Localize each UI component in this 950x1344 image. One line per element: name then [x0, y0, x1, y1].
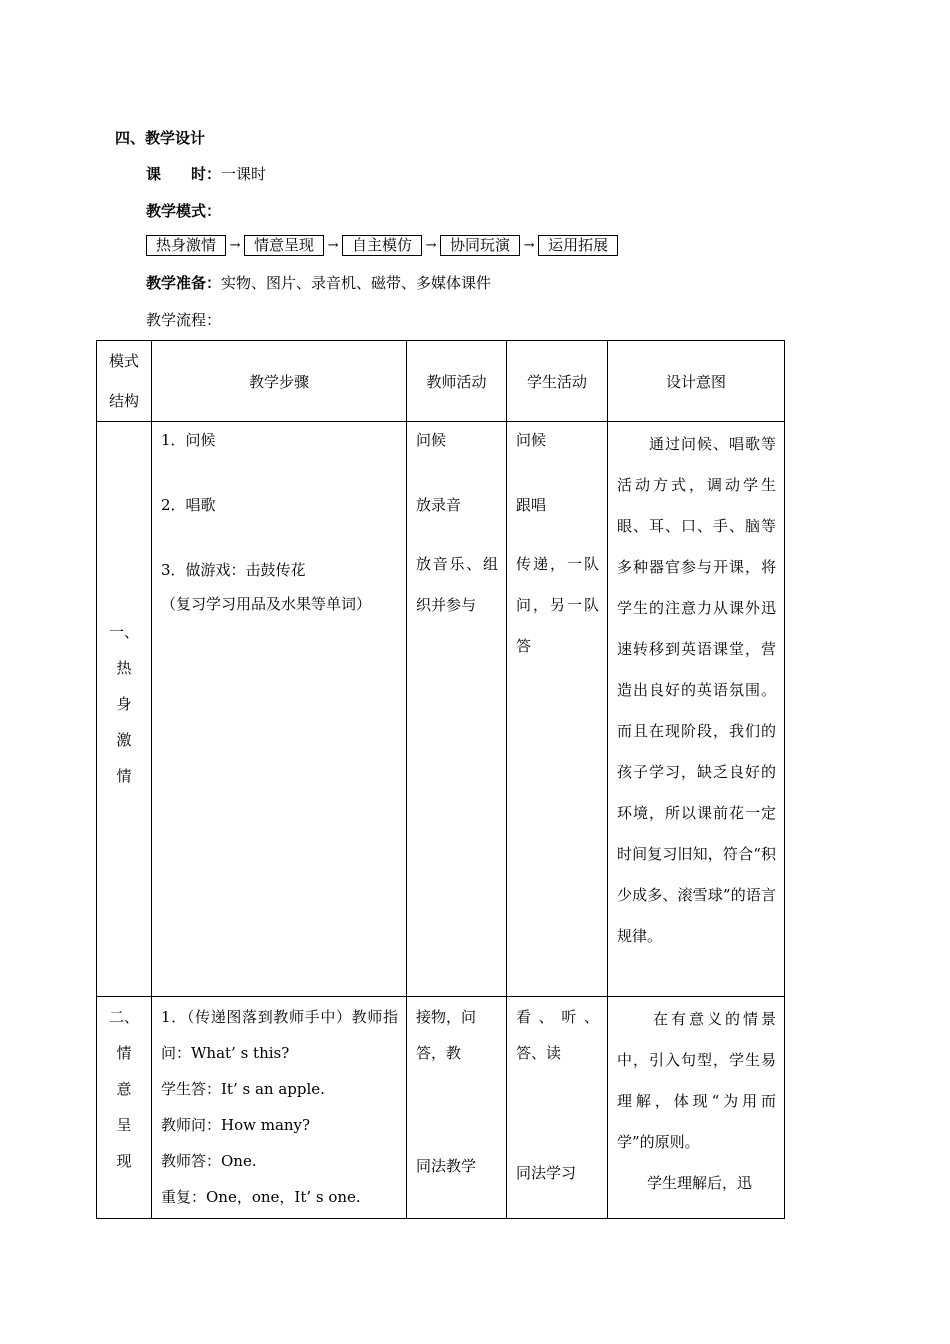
row2-mode-line: 意 — [116, 1080, 132, 1098]
row1-steps — [152, 422, 407, 997]
teacher-activity: 放录音 — [416, 496, 462, 514]
arrow-right-icon: → — [523, 238, 535, 253]
row2-student — [507, 997, 608, 1219]
row2-intent — [608, 997, 785, 1219]
step-item: 1．问候 — [161, 431, 216, 449]
row1-mode-line: 一、 — [108, 623, 139, 641]
step-item: 教师答：One. — [161, 1152, 257, 1170]
step-item: 学生答：It’ s an apple. — [161, 1080, 325, 1098]
class-hours-label: 课 时： — [146, 165, 222, 183]
arrow-right-icon: → — [327, 238, 339, 253]
row1-mode-line: 情 — [116, 767, 132, 785]
section-title: 四、教学设计 — [115, 129, 206, 147]
table-header-row — [97, 341, 785, 422]
teacher-activity: 放音乐、组织并参与 — [416, 555, 498, 614]
row2-teacher — [407, 997, 507, 1219]
teaching-flow-table — [96, 340, 785, 1219]
prep-label: 教学准备： — [146, 274, 222, 292]
row1-student — [507, 422, 608, 997]
header-mode-line: 模式 — [108, 352, 139, 370]
mode-label: 教学模式： — [146, 202, 222, 220]
header-mode — [97, 341, 152, 422]
design-intent: 学生理解后，迅 — [617, 1174, 753, 1192]
row2-mode-line: 二、 — [108, 1008, 139, 1026]
flow-label: 教学流程： — [146, 311, 222, 329]
step-item: 1．（传递图落到教师手中）教师指问：What’ s this? — [161, 1008, 398, 1062]
step-item: 重复：One，one，It’ s one. — [161, 1188, 361, 1206]
row1-mode-line: 激 — [116, 731, 132, 749]
header-intent: 设计意图 — [608, 341, 785, 422]
class-hours-value: 一课时 — [221, 165, 267, 183]
mode-step: 热身激情 — [146, 235, 226, 256]
row2-steps — [152, 997, 407, 1219]
row1-intent — [608, 422, 785, 997]
step-item: 3．做游戏：击鼓传花 — [161, 561, 306, 579]
row1-teacher — [407, 422, 507, 997]
header-steps: 教学步骤 — [152, 341, 407, 422]
mode-step: 协同玩演 — [440, 235, 520, 256]
mode-flow — [146, 235, 618, 256]
mode-step: 自主模仿 — [342, 235, 422, 256]
arrow-right-icon: → — [229, 238, 241, 253]
row1-mode — [97, 422, 152, 997]
row2-mode — [97, 997, 152, 1219]
step-item: 教师问：How many? — [161, 1116, 311, 1134]
header-student: 学生活动 — [507, 341, 608, 422]
design-intent: 通过问候、唱歌等活动方式，调动学生眼、耳、口、手、脑等多种器官参与开课，将学生的注意力从课外迅速转移到英语课堂，营造出良好的英语氛围。而且在现阶段，我们的孩子学习，缺乏良好的环境，所以课前花一定时间复习旧知，符合“积少成多、滚雪球”的语言规律。 — [617, 435, 776, 945]
step-item: 2．唱歌 — [161, 496, 216, 514]
row1-mode-line: 身 — [116, 695, 132, 713]
prep — [146, 272, 491, 293]
header-mode-line: 结构 — [108, 392, 139, 410]
student-activity: 跟唱 — [516, 496, 547, 514]
arrow-right-icon: → — [425, 238, 437, 253]
student-activity: 同法学习 — [516, 1164, 577, 1182]
row2-mode-line: 现 — [116, 1152, 132, 1170]
row2-mode-line: 情 — [116, 1044, 132, 1062]
student-activity: 问候 — [516, 431, 547, 449]
teacher-activity: 接物，问答，教 — [416, 1008, 477, 1062]
class-hours — [146, 163, 266, 184]
table-row — [97, 997, 785, 1219]
prep-value: 实物、图片、录音机、磁带、多媒体课件 — [221, 274, 492, 292]
row2-mode-line: 呈 — [116, 1116, 132, 1134]
mode-step: 情意呈现 — [244, 235, 324, 256]
step-item: （复习学习用品及水果等单词） — [161, 595, 372, 613]
design-intent: 在有意义的情景中，引入句型，学生易理解，体现“为用而学”的原则。 — [617, 1010, 776, 1151]
student-activity: 看、听、答、读 — [516, 1008, 599, 1062]
student-activity: 传递，一队问，另一队答 — [516, 555, 599, 655]
header-teacher: 教师活动 — [407, 341, 507, 422]
teacher-activity: 同法教学 — [416, 1157, 477, 1175]
teacher-activity: 问候 — [416, 431, 447, 449]
mode-step: 运用拓展 — [538, 235, 618, 256]
table-row — [97, 422, 785, 997]
row1-mode-line: 热 — [116, 659, 132, 677]
